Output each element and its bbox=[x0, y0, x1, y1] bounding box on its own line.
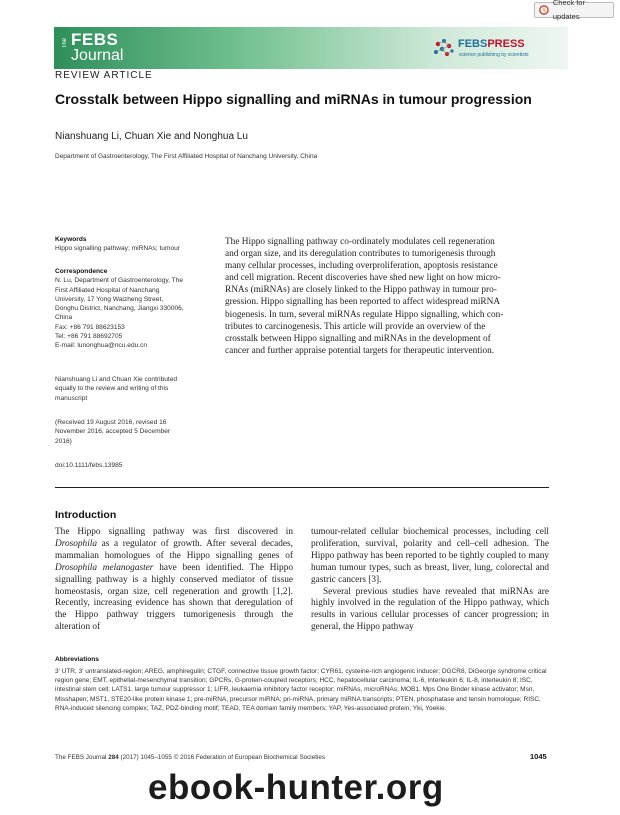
update-icon bbox=[539, 5, 549, 15]
footer-volume: 284 bbox=[108, 754, 119, 761]
keywords-block bbox=[55, 235, 215, 254]
abbreviations-text: 3′ UTR, 3′ untranslated-region; AREG, amphiregulin; CTGF, connective tissue growth factor; CYR61, cysteine-rich angiogenic inducer; DGCR8, DiGeorge syndrome critical region gene; EMT, epithelial-mesenchymal transition; GPCRs, G-protein-coupled receptors; HCC, hepatocellular carcinoma; IL-6, interleukin 6; IL-8, interleukin 8; ISC, intestinal stem cell; LATS1, large tumour suppressor 1; LIFR, leukaemia inhibitory factor receptor; miRNAs, microRNAs; MOB1, Mps One Binder kinase activator; Msn, Misshapen; MST1, STE20-like protein kinase 1; pre-miRNA, precursor miRNA; pri-miRNA, primary miRNA transcripts; PTEN, phosphatase and tensin homologue; RISC, RNA-induced silencing complex; TAZ, PDZ-binding motif; TEAD, TEA domain family members; YAP, Yes-associated protein; Yki, Yoekie. bbox=[55, 668, 547, 712]
dates-line: November 2016, accepted 5 December bbox=[55, 428, 171, 436]
correspondence-email[interactable]: E-mail: lunonghua@ncu.edu.cn bbox=[55, 342, 148, 350]
check-for-updates-label: Check for updates bbox=[552, 0, 585, 21]
doi-link[interactable]: doi:10.1111/febs.13985 bbox=[55, 462, 123, 469]
correspondence-fax: Fax: +86 791 88623153 bbox=[55, 323, 125, 331]
footer-journal: The FEBS Journal bbox=[55, 754, 107, 761]
journal-logo-the: The bbox=[62, 38, 68, 49]
intro-text: The Hippo signalling pathway was first discovered in bbox=[55, 527, 293, 537]
press-logo-febs: FEBS bbox=[458, 38, 488, 50]
keywords-text: Hippo signalling pathway; miRNAs; tumour bbox=[55, 245, 180, 253]
introduction-column-1 bbox=[55, 527, 293, 634]
intro-italic: Drosophila bbox=[55, 538, 98, 549]
intro-paragraph bbox=[55, 527, 293, 634]
correspondence-line: First Affiliated Hospital of Nanchang bbox=[55, 286, 160, 294]
intro-italic: Drosophila melanogaster bbox=[55, 562, 154, 573]
abstract-line: many cellular processes, including overproliferation, apoptosis resistance bbox=[225, 261, 498, 272]
introduction-heading: Introduction bbox=[55, 509, 117, 521]
journal-logo-journal: Journal bbox=[71, 47, 124, 64]
page-number: 1045 bbox=[530, 752, 547, 761]
abstract-line: and cell migration. Recent discoveries have shed new light on how micro- bbox=[225, 273, 501, 284]
intro-text: have been identified. The Hippo signalling pathway is a highly conserved mediator of tissue homeostasis, organ size, cell regeneration and growth [1,2]. Recently, increasing evidence has shown that deregulation of the Hippo pathway triggers tumorigenesis through the alteration of bbox=[55, 562, 294, 633]
abstract-line: and organ size, and its deregulation contributes to tumorigenesis through bbox=[225, 249, 496, 260]
contribution-line: equally to the review and writing of this bbox=[55, 385, 169, 393]
contribution-line: Nianshuang Li and Chuan Xie contributed bbox=[55, 376, 178, 383]
intro-paragraph: Several previous studies have revealed that miRNAs are highly involved in the regulation of the Hippo pathway, which results in various cellular processes of cancer progression; in general, the Hippo pathway bbox=[311, 586, 549, 633]
watermark: ebook-hunter.org bbox=[148, 768, 444, 807]
page-footer bbox=[55, 754, 325, 761]
dates-line: (Received 19 August 2016, revised 16 bbox=[55, 419, 167, 426]
abstract-line: biogenesis. In turn, several miRNAs regulate Hippo signalling, which con- bbox=[225, 309, 504, 320]
footer-citation: (2017) 1045–1055 © 2016 Federation of European Biochemical Societies bbox=[120, 754, 325, 761]
journal-logo-febs: FEBS bbox=[71, 30, 119, 49]
article-affiliation: Department of Gastroenterology, The First Affiliated Hospital of Nanchang University, China bbox=[55, 153, 318, 160]
contribution-note bbox=[55, 375, 215, 403]
dates-line: 2016) bbox=[55, 437, 72, 445]
abstract-line: crosstalk between Hippo signalling and miRNAs in the development of bbox=[225, 333, 491, 344]
article-type: REVIEW ARTICLE bbox=[55, 70, 153, 81]
correspondence-tel: Tel: +86 791 88692705 bbox=[55, 333, 123, 341]
intro-paragraph: tumour-related cellular biochemical processes, including cell proliferation, survival, polarity and cell–cell adhesion. The Hippo pathway has been reported to be tightly coupled to many human tumour types, such as breast, liver, lung, colorectal and gastric cancers [3]. bbox=[311, 527, 549, 585]
abstract-line: The Hippo signalling pathway co-ordinately modulates cell regeneration bbox=[225, 237, 495, 247]
abstract bbox=[225, 236, 549, 357]
abbreviations-heading: Abbreviations bbox=[55, 656, 99, 663]
febs-press-logo[interactable] bbox=[458, 38, 525, 50]
abstract-line: RNAs (miRNAs) are closely linked to the Hippo pathway in tumour pro- bbox=[225, 285, 497, 296]
correspondence-line: Donghu District, Nanchang, Jiangxi 330006, bbox=[55, 305, 184, 313]
article-title: Crosstalk between Hippo signalling and miRNAs in tumour progression bbox=[55, 91, 532, 107]
press-logo-press: PRESS bbox=[487, 38, 525, 50]
correspondence-line: N. Lu, Department of Gastroenterology, The bbox=[55, 277, 184, 285]
section-divider bbox=[55, 487, 549, 488]
press-tagline: science publishing by scientists bbox=[459, 52, 529, 58]
contribution-line: manuscript bbox=[55, 394, 88, 402]
correspondence-heading: Correspondence bbox=[55, 268, 108, 275]
abstract-line: cancer and further appraise potential targets for therapeutic intervention. bbox=[225, 345, 495, 356]
correspondence-line: China bbox=[55, 314, 73, 322]
check-for-updates-button[interactable] bbox=[534, 0, 614, 21]
article-authors: Nianshuang Li, Chuan Xie and Nonghua Lu bbox=[55, 131, 248, 142]
abstract-line: tributes to carcinogenesis. This article will provide an overview of the bbox=[225, 321, 486, 332]
abstract-line: gression. Hippo signalling has been reported to affect widespread miRNA bbox=[225, 297, 501, 308]
received-dates bbox=[55, 418, 215, 446]
keywords-heading: Keywords bbox=[55, 236, 87, 243]
correspondence-line: University, 17 Yong Waizheng Street, bbox=[55, 295, 164, 303]
correspondence-block bbox=[55, 267, 215, 351]
introduction-column-2 bbox=[311, 527, 549, 634]
intro-text: as a regulator of growth. After several decades, mammalian homologues of the Hippo signalling genes of bbox=[55, 538, 293, 561]
